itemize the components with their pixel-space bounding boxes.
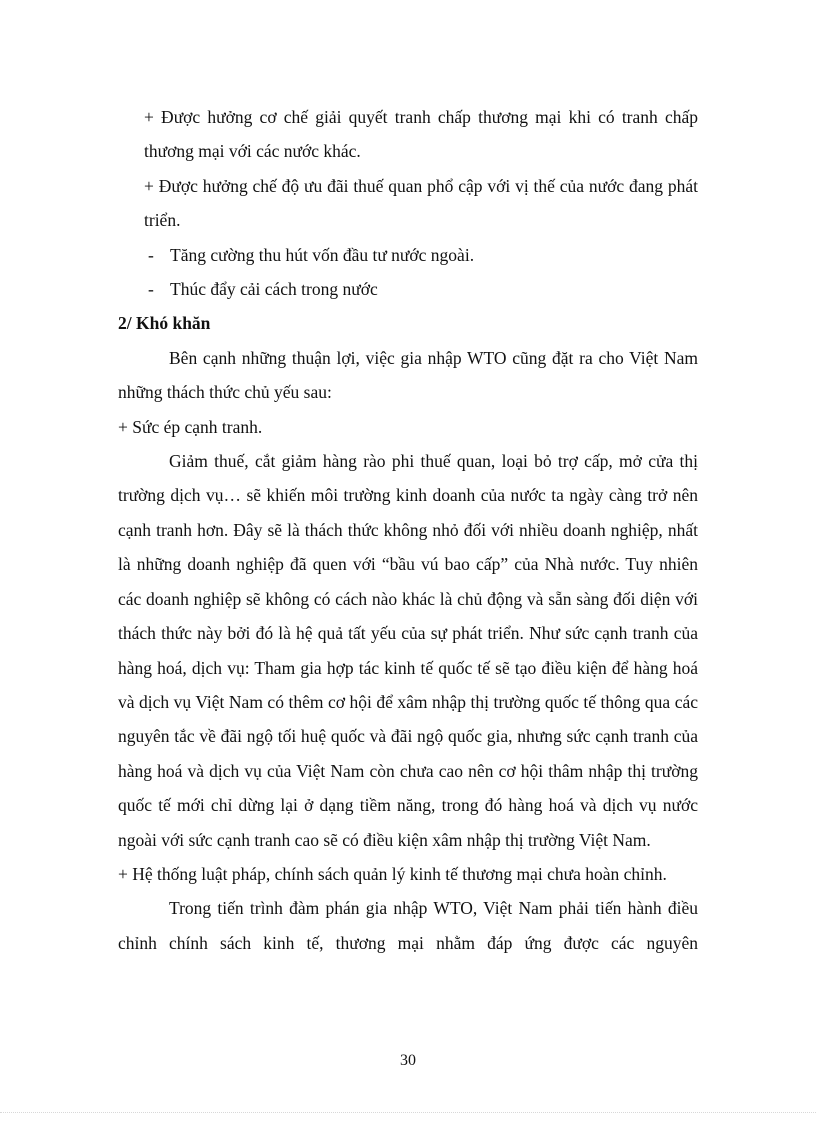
challenge-1-title: + Sức ép cạnh tranh. (118, 416, 263, 437)
challenge-2-title: + Hệ thống luật pháp, chính sách quản lý kinh tế thương mại chưa hoàn chỉnh. (118, 863, 667, 884)
benefit-dispute-settlement: + Được hưởng cơ chế giải quyết tranh chấp thương mại khi có tranh chấp thương mại với các nước khác. (144, 107, 698, 162)
dash-marker: - (148, 279, 154, 300)
page-number: 30 (400, 1052, 416, 1069)
section-heading: 2/ Khó khăn (118, 313, 211, 334)
benefit-tariff-preferences: + Được hưởng chế độ ưu đãi thuế quan phổ cập với vị thế của nước đang phát triển. (144, 175, 698, 231)
benefit-foreign-investment (118, 238, 698, 272)
bottom-divider (0, 1112, 816, 1113)
intro-paragraph: Bên cạnh những thuận lợi, việc gia nhập WTO cũng đặt ra cho Việt Nam những thách thức chủ yếu sau: (118, 347, 698, 403)
dash-item-text: Thúc đẩy cải cách trong nước (170, 279, 378, 300)
benefit-domestic-reform (118, 272, 698, 306)
challenge-2-paragraph: Trong tiến trình đàm phán gia nhập WTO, Việt Nam phải tiến hành điều chỉnh chính sách kinh tế, thương mại nhằm đáp ứng được các nguyên (118, 898, 698, 953)
challenge-1-paragraph: Giảm thuế, cắt giảm hàng rào phi thuế quan, loại bỏ trợ cấp, mở cửa thị trường dịch vụ… sẽ khiến môi trường kinh doanh của nước ta ngày càng trở nên cạnh tranh hơn. Đây sẽ là thách thức không nhỏ đối với nhiều doanh nghiệp, nhất là những doanh nghiệp đã quen với “bầu vú bao cấp” của Nhà nước. Tuy nhiên các doanh nghiệp sẽ không có cách nào khác là chủ động và sẵn sàng đối diện với thách thức này bởi đó là hệ quả tất yếu của sự phát triển. Như sức cạnh tranh của hàng hoá, dịch vụ: Tham gia hợp tác kinh tế quốc tế sẽ tạo điều kiện để hàng hoá và dịch vụ Việt Nam có thêm cơ hội để xâm nhập thị trường quốc tế thông qua các nguyên tắc về đãi ngộ tối huệ quốc và đãi ngộ quốc gia, nhưng sức cạnh tranh của hàng hoá và dịch vụ của Việt Nam còn chưa cao nên cơ hội thâm nhập thị trường quốc tế mới chỉ dừng lại ở dạng tiềm năng, trong đó hàng hoá và dịch vụ nước ngoài với sức cạnh tranh cao sẽ có điều kiện xâm nhập thị trường Việt Nam. (118, 451, 698, 850)
dash-marker: - (148, 244, 154, 265)
page-content (118, 100, 698, 960)
dash-item-text: Tăng cường thu hút vốn đầu tư nước ngoài. (170, 244, 475, 265)
